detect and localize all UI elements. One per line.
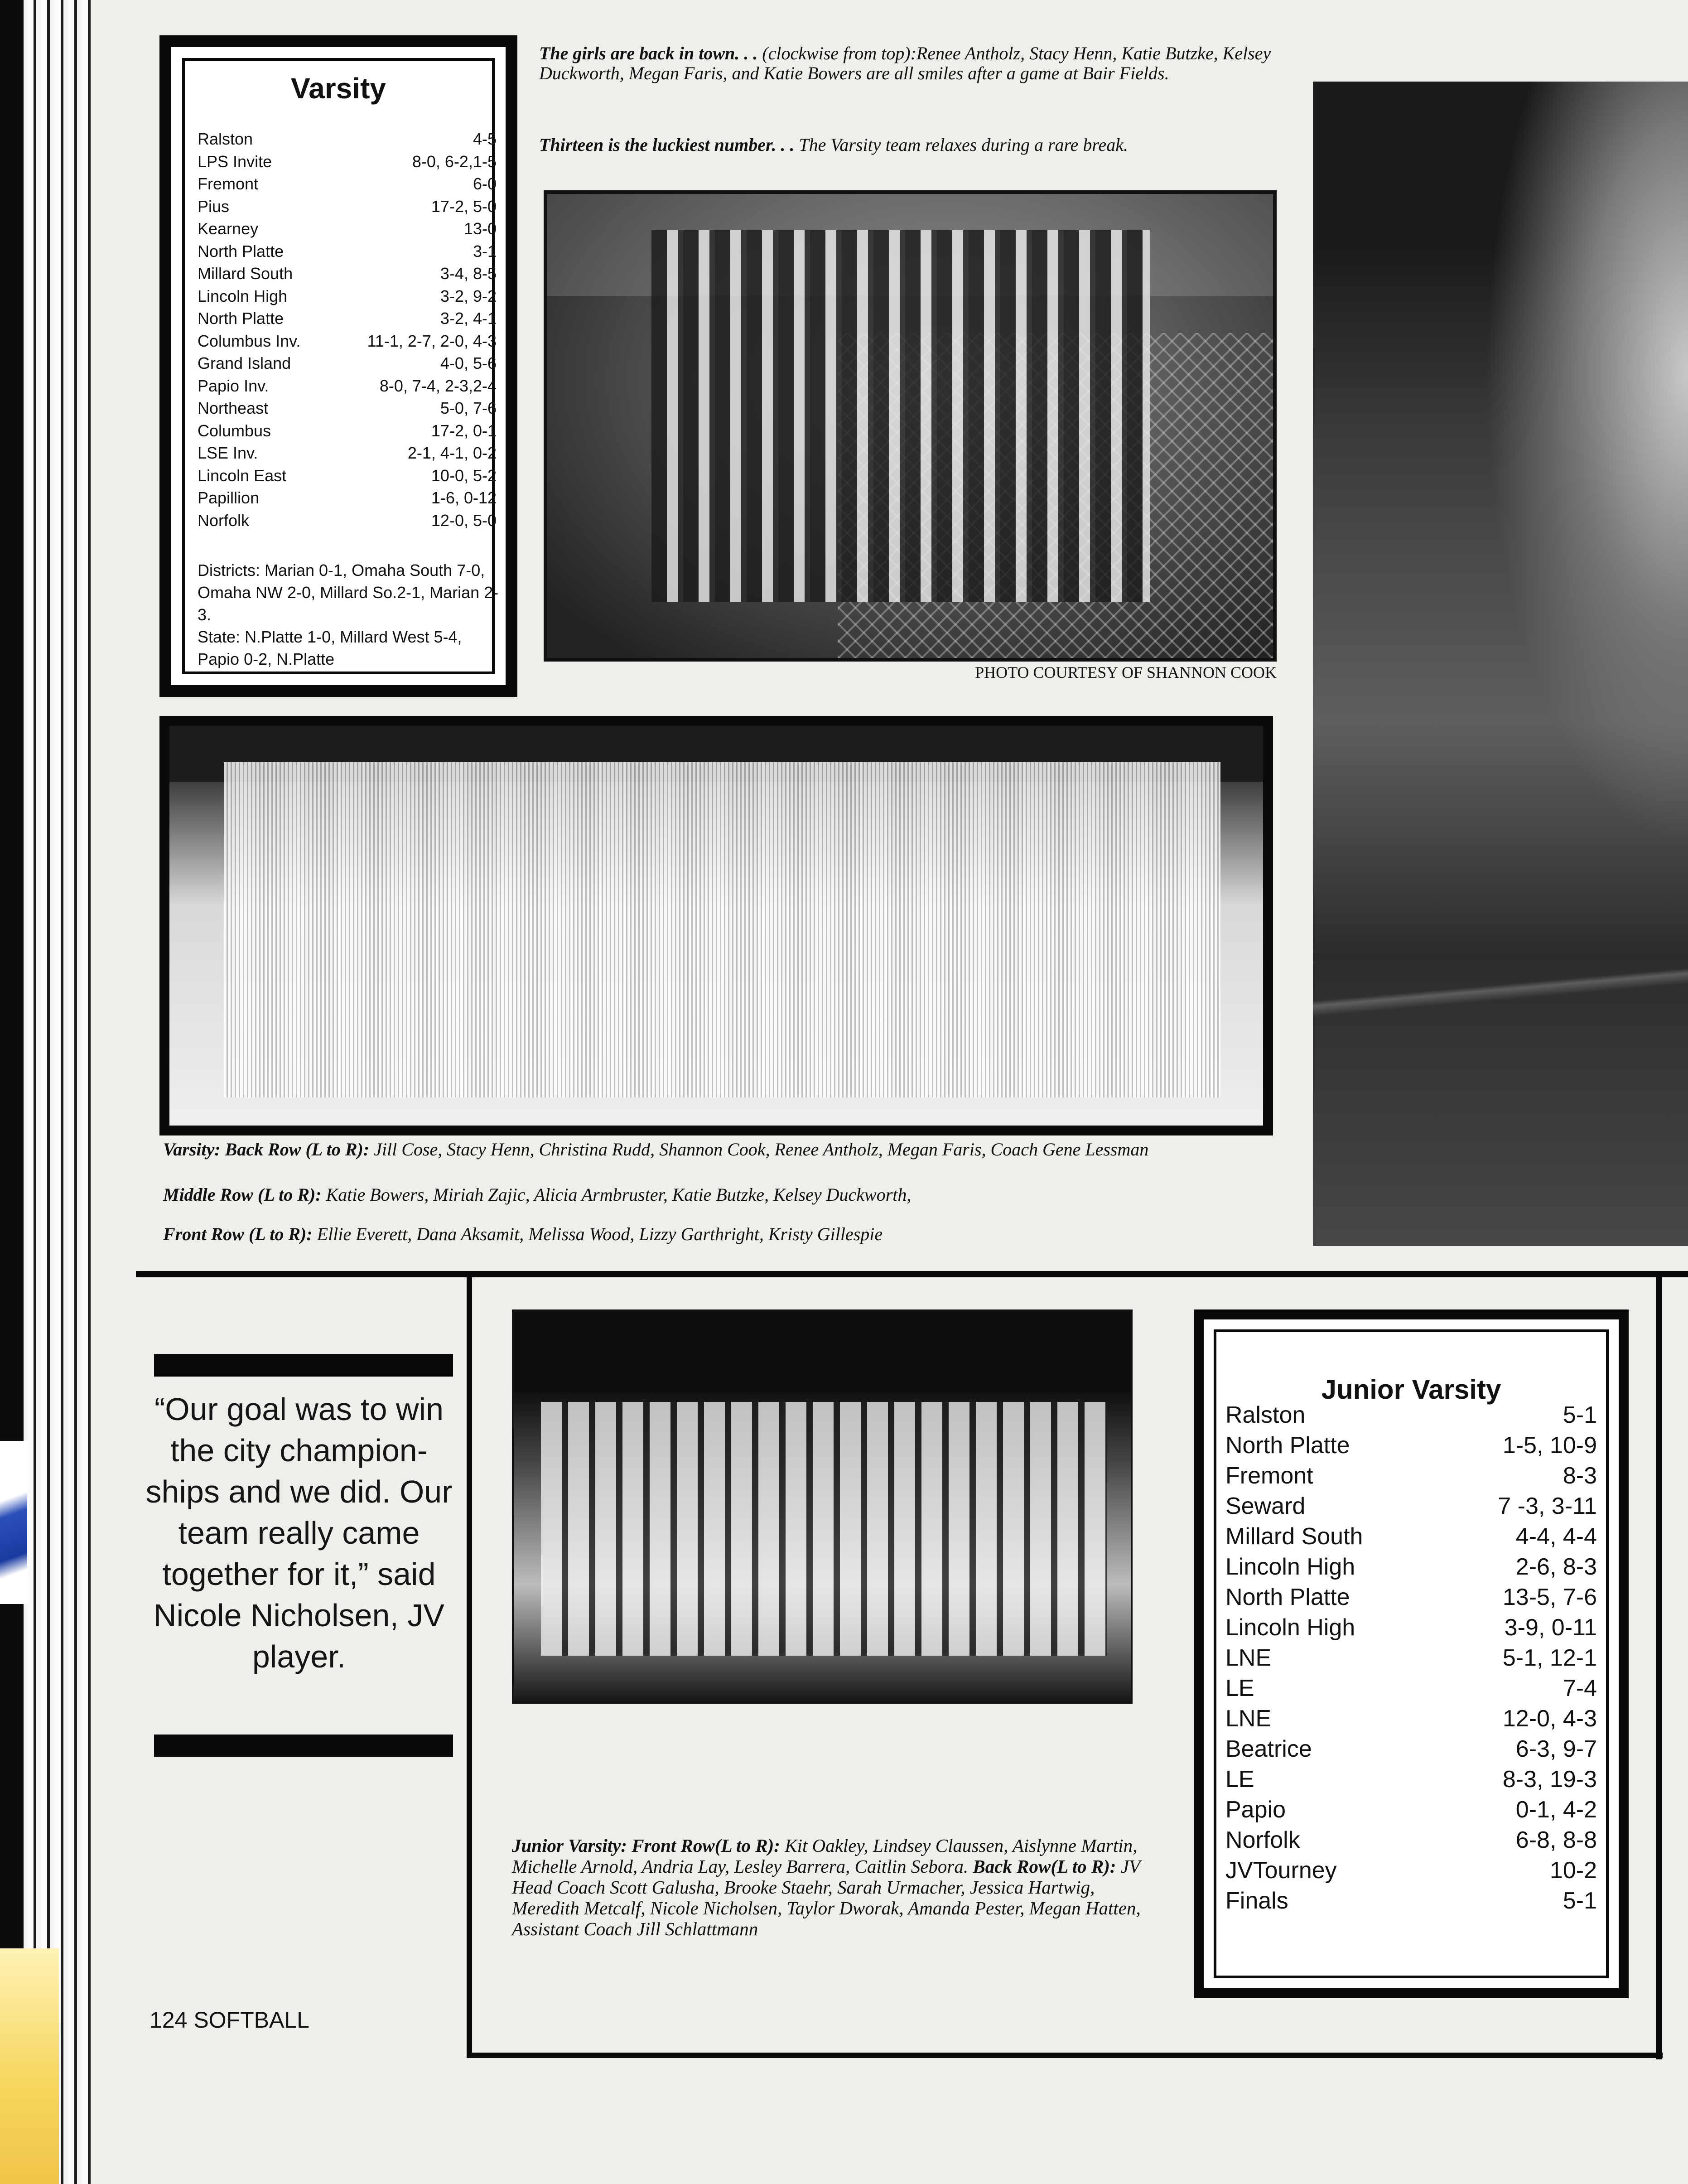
jv-frame-left-rule bbox=[467, 1271, 472, 2058]
districts-line: Districts: Marian 0-1, Omaha South 7-0, Omaha NW 2-0, Millard So.2-1, Marian 2-3. bbox=[198, 561, 499, 624]
opponent-name: LE bbox=[1225, 1766, 1254, 1793]
opponent-name: Seward bbox=[1225, 1493, 1306, 1519]
result-row bbox=[1225, 1795, 1597, 1825]
result-row bbox=[1225, 1673, 1597, 1704]
opponent-name: Ralston bbox=[198, 130, 253, 148]
game-score: 10-0, 5-2 bbox=[431, 466, 497, 485]
jv-box-title: Junior Varsity bbox=[1321, 1374, 1501, 1405]
result-row bbox=[198, 352, 497, 374]
game-score: 5-1 bbox=[1563, 1402, 1597, 1428]
opponent-name: LE bbox=[1225, 1675, 1254, 1701]
game-score: 1-6, 0-12 bbox=[431, 488, 497, 507]
caption-varsity-middle-row bbox=[163, 1185, 1278, 1205]
game-score: 2-6, 8-3 bbox=[1515, 1554, 1597, 1580]
game-score: 8-0, 7-4, 2-3,2-4 bbox=[379, 376, 497, 395]
state-line: State: N.Platte 1-0, Millard West 5-4, Papio 0-2, N.Platte bbox=[198, 628, 462, 668]
result-row bbox=[198, 285, 497, 307]
result-row bbox=[1225, 1855, 1597, 1886]
caption-lead: Varsity: Back Row (L to R): bbox=[163, 1139, 370, 1160]
opponent-name: Grand Island bbox=[198, 354, 291, 372]
opponent-name: Lincoln East bbox=[198, 466, 287, 485]
result-row bbox=[198, 487, 497, 509]
caption-thirteen bbox=[539, 135, 1278, 155]
quote-bottom-bar bbox=[154, 1735, 453, 1757]
opponent-name: North Platte bbox=[198, 309, 284, 328]
result-row bbox=[1225, 1400, 1597, 1430]
result-row bbox=[198, 464, 497, 487]
opponent-name: JVTourney bbox=[1225, 1857, 1337, 1884]
game-score: 8-0, 6-2,1-5 bbox=[412, 152, 497, 171]
game-score: 3-9, 0-11 bbox=[1504, 1614, 1597, 1641]
caption-jv-team bbox=[512, 1835, 1155, 1939]
game-score: 4-4, 4-4 bbox=[1515, 1523, 1597, 1550]
caption-body: (clockwise from top):Renee Antholz, Stacy Henn, Katie Butzke, Kelsey Duckworth, Megan Faris, and Katie Bowers are all smiles after a game at Bair Fields. bbox=[539, 43, 1271, 83]
opponent-name: Lincoln High bbox=[1225, 1614, 1355, 1641]
game-score: 7 -3, 3-11 bbox=[1498, 1493, 1597, 1519]
game-score: 11-1, 2-7, 2-0, 4-3 bbox=[367, 331, 497, 350]
game-score: 6-8, 8-8 bbox=[1515, 1827, 1597, 1853]
opponent-name: North Platte bbox=[1225, 1432, 1350, 1459]
opponent-name: Lincoln High bbox=[1225, 1554, 1355, 1580]
game-score: 3-2, 4-1 bbox=[440, 309, 497, 328]
result-row bbox=[198, 173, 497, 195]
game-score: 6-0 bbox=[473, 174, 497, 193]
game-score: 5-0, 7-6 bbox=[440, 399, 497, 417]
result-row bbox=[1225, 1552, 1597, 1582]
result-row bbox=[1225, 1461, 1597, 1491]
caption-lead: Back Row(L to R): bbox=[973, 1856, 1116, 1877]
caption-girls-back bbox=[539, 43, 1278, 83]
game-score: 3-4, 8-5 bbox=[440, 264, 497, 283]
opponent-name: Papillion bbox=[198, 488, 260, 507]
opponent-name: Ralston bbox=[1225, 1402, 1306, 1428]
varsity-box-title: Varsity bbox=[291, 72, 386, 105]
caption-varsity-front-row bbox=[163, 1224, 1278, 1244]
game-score: 4-5 bbox=[473, 130, 497, 148]
varsity-results-box bbox=[159, 35, 517, 697]
section-divider-rule bbox=[136, 1271, 1688, 1277]
game-score: 8-3, 19-3 bbox=[1502, 1766, 1597, 1793]
result-row bbox=[198, 150, 497, 173]
opponent-name: Norfolk bbox=[198, 511, 250, 530]
result-row bbox=[198, 397, 497, 419]
game-score: 8-3 bbox=[1563, 1463, 1597, 1489]
caption-lead: Thirteen is the luckiest number. . . bbox=[539, 135, 795, 155]
result-row bbox=[198, 307, 497, 329]
facing-page-yellow-edge bbox=[0, 1948, 59, 2184]
result-row bbox=[198, 217, 497, 240]
result-row bbox=[1225, 1643, 1597, 1673]
result-row bbox=[198, 420, 497, 442]
pull-quote: “Our goal was to win the city champion-ships and we did. Our team really came together for it,” said Nicole Nicholsen, JV player. bbox=[145, 1392, 453, 1674]
opponent-name: LPS Invite bbox=[198, 152, 272, 171]
result-row bbox=[198, 240, 497, 262]
caption-body: Jill Cose, Stacy Henn, Christina Rudd, Shannon Cook, Renee Antholz, Megan Faris, Coach Gene Lessman bbox=[369, 1139, 1149, 1160]
game-score: 17-2, 5-0 bbox=[431, 197, 497, 216]
caption-lead: Middle Row (L to R): bbox=[163, 1184, 322, 1205]
game-score: 12-0, 4-3 bbox=[1502, 1706, 1597, 1732]
result-row bbox=[1225, 1734, 1597, 1764]
opponent-name: Fremont bbox=[198, 174, 259, 193]
action-photo-right bbox=[1313, 82, 1688, 1246]
opponent-name: LSE Inv. bbox=[198, 444, 258, 462]
opponent-name: Finals bbox=[1225, 1888, 1288, 1914]
caption-lead: Junior Varsity: Front Row(L to R): bbox=[512, 1835, 780, 1856]
opponent-name: Fremont bbox=[1225, 1463, 1313, 1489]
opponent-name: LNE bbox=[1225, 1645, 1272, 1671]
result-row bbox=[198, 195, 497, 217]
opponent-name: Papio Inv. bbox=[198, 376, 269, 395]
opponent-name: LNE bbox=[1225, 1706, 1272, 1732]
jv-frame-bottom-rule bbox=[467, 2053, 1663, 2058]
result-row bbox=[1225, 1430, 1597, 1461]
caption-body: Ellie Everett, Dana Aksamit, Melissa Wood, Lizzy Garthright, Kristy Gillespie bbox=[312, 1224, 883, 1244]
game-score: 2-1, 4-1, 0-2 bbox=[407, 444, 497, 462]
opponent-name: North Platte bbox=[198, 242, 284, 261]
result-row bbox=[1225, 1764, 1597, 1795]
players-in-line bbox=[651, 230, 1150, 602]
game-score: 5-1, 12-1 bbox=[1502, 1645, 1597, 1671]
page-folio: 124 SOFTBALL bbox=[150, 2007, 309, 2033]
result-row bbox=[1225, 1704, 1597, 1734]
game-score: 3-2, 9-2 bbox=[440, 286, 497, 305]
result-row bbox=[1225, 1582, 1597, 1613]
facing-page-blue-edge bbox=[0, 1441, 27, 1604]
game-score: 6-3, 9-7 bbox=[1515, 1736, 1597, 1762]
game-score: 7-4 bbox=[1563, 1675, 1597, 1701]
opponent-name: Columbus Inv. bbox=[198, 331, 301, 350]
opponent-name: Norfolk bbox=[1225, 1827, 1300, 1853]
game-score: 12-0, 5-0 bbox=[431, 511, 497, 530]
jv-results-box bbox=[1194, 1309, 1629, 1998]
game-score: 10-2 bbox=[1549, 1857, 1597, 1884]
quote-top-bar bbox=[154, 1354, 453, 1377]
game-score: 0-1, 4-2 bbox=[1515, 1797, 1597, 1823]
result-row bbox=[1225, 1825, 1597, 1855]
opponent-name: North Platte bbox=[1225, 1584, 1350, 1610]
caption-body: JV Head Coach Scott Galusha, Brooke Staehr, Sarah Urmacher, Jessica Hartwig, Meredith Metcalf, Nicole Nicholsen, Taylor Dworak, Amanda Pester, Megan Hatten, Assistant Coach Jill Schlattmann bbox=[512, 1856, 1141, 1939]
opponent-name: Millard South bbox=[198, 264, 293, 283]
caption-body: Kit Oakley, Lindsey Claussen, Aislynne Martin, Michelle Arnold, Andria Lay, Lesley Barrera, Caitlin Sebora. bbox=[512, 1835, 1138, 1877]
game-score: 3-1 bbox=[473, 242, 497, 261]
caption-body: Katie Bowers, Miriah Zajic, Alicia Armbruster, Katie Butzke, Kelsey Duckworth, bbox=[321, 1184, 912, 1205]
result-row bbox=[1225, 1491, 1597, 1522]
game-score: 13-0 bbox=[463, 219, 497, 238]
infield-line bbox=[1313, 897, 1688, 1124]
jv-player-rows bbox=[541, 1402, 1107, 1656]
opponent-name: Lincoln High bbox=[198, 286, 288, 305]
opponent-name: Beatrice bbox=[1225, 1736, 1312, 1762]
result-row bbox=[1225, 1886, 1597, 1916]
game-score: 5-1 bbox=[1563, 1888, 1597, 1914]
opponent-name: Northeast bbox=[198, 399, 269, 417]
team-at-fence-photo bbox=[544, 190, 1277, 662]
result-row bbox=[198, 262, 497, 285]
caption-lead: Front Row (L to R): bbox=[163, 1224, 313, 1244]
jv-frame-right-rule bbox=[1656, 1271, 1662, 2059]
result-row bbox=[198, 375, 497, 397]
photo-credit: PHOTO COURTESY OF SHANNON COOK bbox=[975, 663, 1277, 681]
caption-body: The Varsity team relaxes during a rare break. bbox=[794, 135, 1128, 155]
opponent-name: Papio bbox=[1225, 1797, 1286, 1823]
varsity-postseason bbox=[198, 559, 506, 670]
opponent-name: Columbus bbox=[198, 421, 271, 440]
binding-shadow bbox=[0, 0, 24, 2184]
game-score: 1-5, 10-9 bbox=[1502, 1432, 1597, 1459]
varsity-player-rows bbox=[224, 762, 1220, 1097]
caption-varsity-back-row bbox=[163, 1140, 1278, 1160]
game-score: 4-0, 5-6 bbox=[440, 354, 497, 372]
varsity-team-photo bbox=[159, 716, 1273, 1135]
result-row bbox=[198, 128, 497, 150]
result-row bbox=[198, 330, 497, 352]
opponent-name: Kearney bbox=[198, 219, 259, 238]
opponent-name: Millard South bbox=[1225, 1523, 1363, 1550]
jv-team-photo bbox=[512, 1309, 1133, 1704]
result-row bbox=[1225, 1522, 1597, 1552]
result-row bbox=[198, 442, 497, 464]
result-row bbox=[198, 509, 497, 532]
opponent-name: Pius bbox=[198, 197, 230, 216]
caption-lead: The girls are back in town. . . bbox=[539, 43, 758, 63]
result-row bbox=[1225, 1613, 1597, 1643]
game-score: 17-2, 0-1 bbox=[431, 421, 497, 440]
game-score: 13-5, 7-6 bbox=[1502, 1584, 1597, 1610]
